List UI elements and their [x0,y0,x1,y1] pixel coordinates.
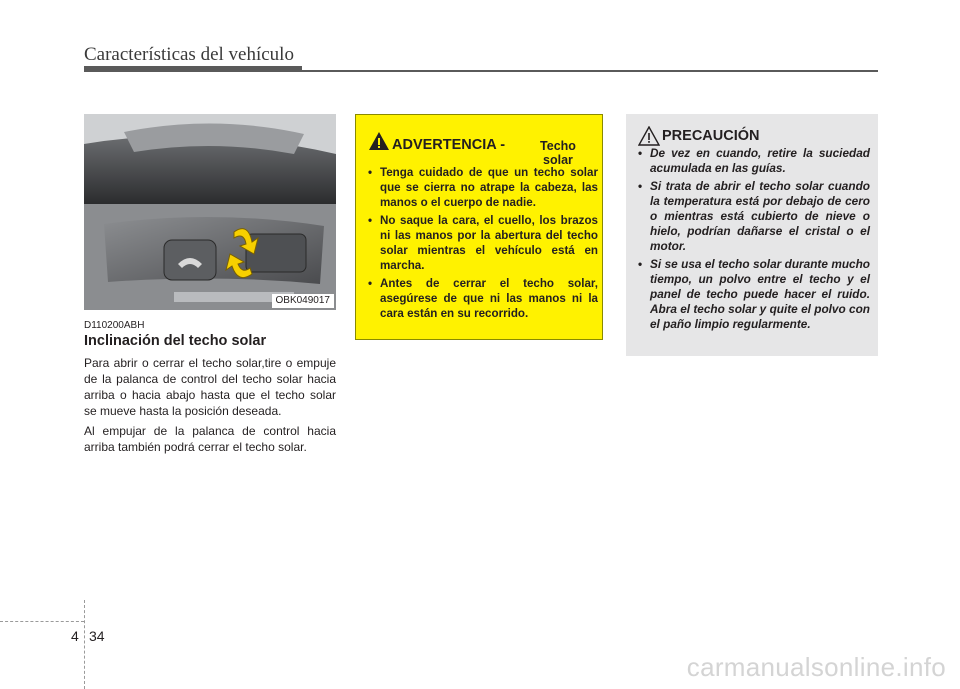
sunroof-console-illustration [84,114,336,310]
caution-item-text: Si trata de abrir el techo solar cuando la temperatura está por debajo de cero o mientras está cubierto de nieve o hielo, podrían dañarse el cristal o el motor. [650,179,870,253]
warning-triangle-icon [368,131,390,151]
warning-header [368,127,596,167]
figure-caption: OBK049017 [272,294,335,308]
header-rule [84,70,878,72]
warning-item-text: Tenga cuidado de que un techo solar que se cierra no atrape la cabeza, las manos o el cuerpo de nadie. [380,166,598,209]
caution-triangle-icon [638,126,660,146]
page-number: 34 [89,628,105,644]
caution-item: • Si trata de abrir el techo solar cuando la temperatura está por debajo de cero o mientras está cubierto de nieve o hielo, podrían dañarse el cristal o el motor. [638,179,870,253]
caution-box [626,114,878,356]
caution-item: • Si se usa el techo solar durante mucho tiempo, un polvo entre el techo y el panel de techo puede hacer el ruido. Abra el techo solar y quite el polvo con el paño limpio regularmente. [638,257,870,331]
chapter-number: 4 [71,628,79,644]
body-paragraph: Para abrir o cerrar el techo solar,tire o empuje de la palanca de control del techo solar hacia arriba o hacia abajo hasta que el techo solar se mueve hasta la posición deseada. [84,356,336,418]
warning-item-text: Antes de cerrar el techo solar, asegúrese de que ni las manos ni la cara están en su recorrido. [380,277,598,320]
section-title: Inclinación del techo solar [84,333,267,349]
footer-rule-vertical [84,600,85,689]
warning-item: • Antes de cerrar el techo solar, asegúrese de que ni las manos ni la cara están en su recorrido. [368,277,598,320]
footer-rule-horizontal [0,621,84,622]
caution-item: • De vez en cuando, retire la suciedad acumulada en las guías. [638,146,870,175]
caution-item-text: De vez en cuando, retire la suciedad acumulada en las guías. [650,146,870,175]
watermark: carmanualsonline.info [686,652,946,682]
warning-item: • No saque la cara, el cuello, los brazos ni las manos por la abertura del techo solar mientras el vehículo está en marcha. [368,214,598,272]
section-body [84,355,336,459]
caution-title: PRECAUCIÓN [662,128,760,144]
warning-title: ADVERTENCIA - [392,137,506,153]
warning-list [366,165,598,324]
warning-subtitle: Techo solar [540,139,576,167]
sunroof-control-figure [84,114,336,310]
caution-list [636,146,870,335]
header-title: Características del vehículo [84,44,294,65]
warning-item: • Tenga cuidado de que un techo solar que se cierra no atrape la cabeza, las manos o el cuerpo de nadie. [368,166,598,209]
warning-item-text: No saque la cara, el cuello, los brazos ni las manos por la abertura del techo solar mientras el vehículo está en marcha. [380,214,598,272]
warning-box [355,114,603,340]
document-code: D110200ABH [84,320,145,331]
body-paragraph: Al empujar de la palanca de control hacia arriba también podrá cerrar el techo solar. [84,424,336,454]
caution-item-text: Si se usa el techo solar durante mucho tiempo, un polvo entre el techo y el panel de techo puede hacer el ruido. Abra el techo solar y quite el polvo con el paño limpio regularmente. [650,257,870,331]
